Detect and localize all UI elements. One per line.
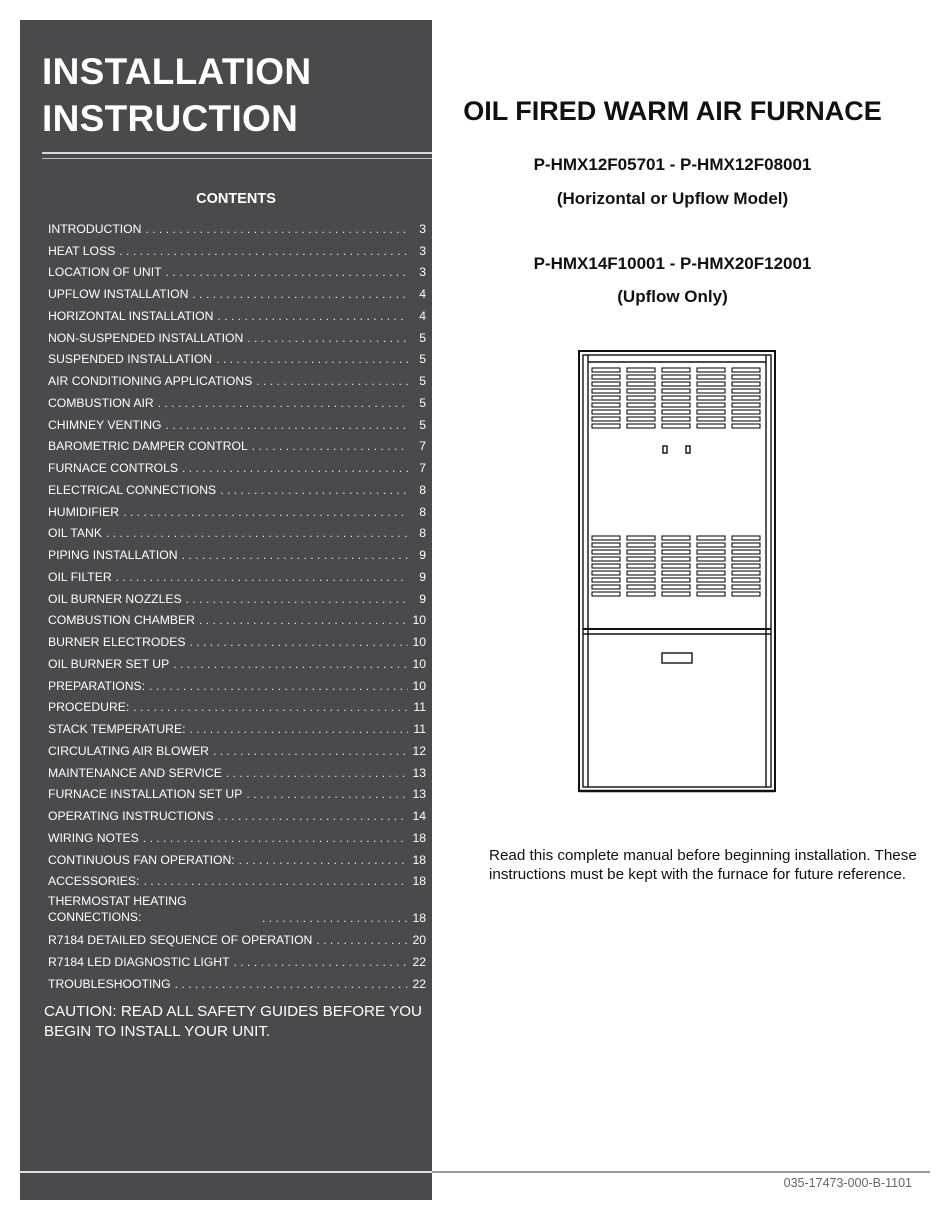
louver-slot	[732, 536, 760, 540]
louver-slot	[662, 389, 690, 393]
document-number: 035-17473-000-B-1101	[783, 1176, 912, 1190]
toc-entry	[48, 540, 426, 562]
toc-entry-page: 5	[419, 417, 426, 432]
toc-entry	[48, 497, 426, 519]
toc-leader-dots	[145, 222, 408, 236]
toc-entry-title: LOCATION OF UNIT	[48, 265, 162, 280]
toc-entry-title: CIRCULATING AIR BLOWER	[48, 743, 209, 758]
toc-entry-title: TROUBLESHOOTING	[48, 976, 171, 991]
toc-entry-page: 22	[412, 976, 426, 991]
toc-entry	[48, 758, 426, 780]
louver-slot	[627, 557, 655, 561]
toc-entry-title: R7184 DETAILED SEQUENCE OF OPERATION	[48, 933, 313, 947]
louver-slot	[592, 585, 620, 589]
toc-leader-dots	[216, 352, 408, 366]
louver-slot	[592, 592, 620, 596]
louver-slot	[592, 389, 620, 393]
toc-entry	[48, 410, 426, 432]
toc-entry-title: ELECTRICAL CONNECTIONS	[48, 482, 217, 497]
toc-entry-title: PIPING INSTALLATION	[48, 548, 178, 562]
toc-leader-dots	[143, 831, 408, 845]
toc-leader-dots	[149, 679, 408, 693]
louver-slot	[662, 564, 690, 568]
louver-slot	[592, 578, 620, 582]
toc-leader-dots	[106, 526, 408, 540]
toc-leader-dots	[234, 955, 408, 969]
louver-slot	[697, 403, 725, 407]
louver-slot	[592, 417, 620, 421]
louver-slot	[627, 578, 655, 582]
toc-leader-dots	[217, 309, 408, 323]
toc-entry-page: 10	[412, 678, 426, 693]
toc-entry	[48, 671, 426, 693]
toc-leader-dots	[256, 374, 408, 388]
toc-entry-page: 4	[419, 308, 426, 323]
louver-slot	[662, 536, 690, 540]
title-divider-thin	[42, 158, 432, 159]
louver-slot	[592, 410, 620, 414]
toc-leader-dots	[182, 548, 408, 562]
toc-leader-dots	[133, 700, 408, 714]
louver-slot	[662, 410, 690, 414]
louver-slot	[627, 424, 655, 428]
louver-slot	[662, 382, 690, 386]
louver-slot	[592, 571, 620, 575]
toc-entry-page: 9	[419, 548, 426, 562]
toc-leader-dots	[316, 933, 408, 947]
toc-leader-dots	[213, 744, 408, 758]
louver-slot	[662, 543, 690, 547]
toc-entry-page: 20	[412, 933, 426, 947]
toc-entry-title: FURNACE INSTALLATION SET UP	[48, 787, 243, 802]
toc-entry-title: PREPARATIONS:	[48, 678, 146, 693]
cover-title-line-2: INSTRUCTION	[42, 98, 299, 139]
toc-entry	[48, 236, 426, 258]
toc-entry	[48, 969, 426, 991]
toc-entry-page: 13	[412, 765, 426, 780]
toc-entry-page: 8	[419, 504, 426, 519]
toc-entry	[48, 432, 426, 454]
toc-leader-dots	[252, 439, 408, 453]
louver-slot	[627, 417, 655, 421]
louver-slot	[732, 375, 760, 379]
louver-slot	[592, 536, 620, 540]
louver-slot	[732, 403, 760, 407]
toc-entry	[48, 475, 426, 497]
louver-slot	[697, 536, 725, 540]
louver-slot	[627, 396, 655, 400]
toc-entry-title: OPERATING INSTRUCTIONS	[48, 809, 214, 823]
louver-slot	[732, 382, 760, 386]
toc-entry-page: 18	[412, 852, 426, 867]
louver-slot	[627, 389, 655, 393]
toc-entry-page: 9	[419, 569, 426, 584]
footer-rule-sidebar	[20, 1171, 432, 1173]
louver-slot	[732, 389, 760, 393]
toc-leader-dots	[158, 396, 408, 410]
toc-leader-dots	[173, 657, 408, 671]
louver-slot	[732, 396, 760, 400]
cover-sidebar	[20, 20, 432, 1200]
toc-entry	[48, 925, 426, 947]
read-manual-note: Read this complete manual before beginning installation. These instructions must be kept with the furnace for future reference.	[489, 847, 917, 883]
toc-entry-page: 5	[419, 330, 426, 345]
toc-entry-title: COMBUSTION AIR	[48, 395, 154, 410]
toc-entry-title: HEAT LOSS	[48, 243, 116, 258]
toc-entry-title: OIL BURNER NOZZLES	[48, 591, 182, 606]
louver-slot	[592, 368, 620, 372]
toc-entry	[48, 823, 426, 845]
louver-slot	[592, 424, 620, 428]
safety-caution: CAUTION: READ ALL SAFETY GUIDES BEFORE YOU BEGIN TO INSTALL YOUR UNIT.	[44, 1003, 422, 1040]
louver-slot	[697, 550, 725, 554]
louver-slot	[697, 578, 725, 582]
louver-slot	[732, 585, 760, 589]
louver-slot	[662, 571, 690, 575]
toc-entry	[48, 736, 426, 758]
louver-slot	[697, 410, 725, 414]
louver-slot	[697, 382, 725, 386]
louver-slot	[627, 375, 655, 379]
toc-leader-dots	[189, 635, 408, 649]
louver-slot	[662, 585, 690, 589]
louver-slot	[697, 592, 725, 596]
toc-entry-page: 5	[419, 374, 426, 388]
louver-slot	[592, 375, 620, 379]
toc-leader-dots	[189, 722, 408, 736]
louver-slot	[732, 424, 760, 428]
toc-entry	[48, 388, 426, 410]
louver-slot	[627, 543, 655, 547]
louver-slot	[697, 389, 725, 393]
toc-entry-title: OIL FILTER	[48, 569, 112, 584]
louver-slot	[697, 571, 725, 575]
louver-slot	[732, 550, 760, 554]
toc-entry	[48, 714, 426, 736]
furnace-illustration	[576, 348, 778, 795]
toc-leader-dots	[166, 418, 408, 432]
louver-slot	[627, 585, 655, 589]
toc-entry	[48, 366, 426, 388]
louver-slot	[697, 396, 725, 400]
toc-entry-title: BAROMETRIC DAMPER CONTROL	[48, 439, 248, 454]
toc-entry-page: 14	[412, 809, 426, 823]
louver-slot	[662, 424, 690, 428]
louver-slot	[627, 403, 655, 407]
toc-entry-title: BURNER ELECTRODES	[48, 635, 186, 649]
toc-leader-dots	[247, 331, 408, 345]
toc-entry-title: COMBUSTION CHAMBER	[48, 613, 195, 628]
toc-entry-page: 18	[412, 874, 426, 889]
toc-entry-title: PROCEDURE:	[48, 700, 130, 715]
toc-entry	[48, 345, 426, 367]
toc-entry-page: 10	[412, 656, 426, 671]
document-title: OIL FIRED WARM AIR FURNACE	[463, 96, 882, 126]
toc-entry-title: UPFLOW INSTALLATION	[48, 287, 189, 301]
toc-leader-dots	[239, 853, 408, 867]
toc-entry	[48, 258, 426, 280]
toc-leader-dots	[220, 483, 408, 497]
toc-entry-title: NON-SUSPENDED INSTALLATION	[48, 330, 244, 345]
toc-entry-page: 3	[419, 265, 426, 280]
cover-title	[42, 48, 311, 142]
toc-entry-page: 11	[413, 700, 426, 715]
toc-entry	[48, 780, 426, 802]
toc-leader-dots	[123, 505, 408, 519]
louver-slot	[732, 410, 760, 414]
toc-leader-dots	[192, 287, 408, 301]
toc-entry	[48, 453, 426, 475]
louver-slot	[732, 368, 760, 372]
louver-slot	[732, 543, 760, 547]
louver-slot	[592, 564, 620, 568]
toc-entry-page: 9	[419, 591, 426, 606]
louver-slot	[697, 585, 725, 589]
toc-entry	[48, 627, 426, 649]
louver-slot	[697, 564, 725, 568]
toc-entry	[48, 519, 426, 541]
toc-entry-page: 7	[419, 461, 426, 475]
toc-entry-page: 18	[412, 830, 426, 845]
toc-entry-title: FURNACE CONTROLS	[48, 461, 179, 475]
contents-heading: CONTENTS	[196, 191, 276, 207]
louver-slot	[592, 543, 620, 547]
toc-leader-dots	[246, 787, 408, 801]
toc-entry-title: STACK TEMPERATURE:	[48, 722, 186, 736]
louver-slot	[662, 403, 690, 407]
louver-slot	[662, 592, 690, 596]
toc-leader-dots	[175, 977, 408, 991]
toc-leader-dots	[226, 766, 408, 780]
toc-entry-title: AIR CONDITIONING APPLICATIONS	[48, 374, 253, 388]
model-range-1: P-HMX12F05701 - P-HMX12F08001	[533, 155, 812, 174]
toc-entry-page: 22	[412, 954, 426, 969]
toc-entry	[48, 947, 426, 969]
louver-slot	[627, 382, 655, 386]
toc-entry-page: 11	[413, 722, 426, 736]
louver-slot	[592, 550, 620, 554]
cover-title-line-1: INSTALLATION	[42, 51, 312, 92]
toc-entry-title: SUSPENDED INSTALLATION	[48, 352, 213, 367]
louver-slot	[732, 564, 760, 568]
toc-entry	[48, 606, 426, 628]
toc-entry	[48, 584, 426, 606]
louver-slot	[662, 417, 690, 421]
toc-entry-page: 8	[419, 526, 426, 541]
louver-slot	[697, 417, 725, 421]
toc-entry-title: OIL TANK	[48, 526, 102, 541]
toc-entry	[48, 845, 426, 867]
louver-slot	[732, 578, 760, 582]
toc-entry-title: THERMOSTAT HEATING CONNECTIONS:	[48, 894, 187, 925]
louver-slot	[662, 396, 690, 400]
toc-entry-title: CONTINUOUS FAN OPERATION:	[48, 852, 235, 867]
toc-entry	[48, 214, 426, 236]
louver-slot	[592, 403, 620, 407]
title-divider	[42, 152, 432, 154]
toc-entry-page: 10	[412, 635, 426, 649]
model-range-2: P-HMX14F10001 - P-HMX20F12001	[533, 254, 812, 273]
toc-leader-dots	[186, 592, 408, 606]
model-range-2-note: (Upflow Only)	[617, 287, 728, 306]
louver-slot	[627, 564, 655, 568]
louver-slot	[627, 592, 655, 596]
toc-entry-page: 12	[412, 743, 426, 758]
toc-entry	[48, 801, 426, 823]
louver-slot	[732, 417, 760, 421]
table-of-contents	[48, 214, 426, 991]
louver-slot	[697, 543, 725, 547]
louver-slot	[662, 368, 690, 372]
louver-slot	[662, 375, 690, 379]
toc-entry-title: HORIZONTAL INSTALLATION	[48, 308, 214, 323]
toc-entry	[48, 323, 426, 345]
toc-entry-title: INTRODUCTION	[48, 221, 142, 236]
toc-leader-dots	[119, 244, 408, 258]
louver-slot	[627, 571, 655, 575]
model-range-1-note: (Horizontal or Upflow Model)	[556, 189, 789, 208]
toc-leader-dots	[199, 613, 408, 627]
toc-entry-page: 3	[419, 243, 426, 258]
toc-entry	[48, 279, 426, 301]
louver-slot	[732, 557, 760, 561]
toc-leader-dots	[262, 911, 408, 925]
toc-leader-dots	[218, 809, 408, 823]
louver-slot	[697, 557, 725, 561]
louver-slot	[732, 592, 760, 596]
louver-slot	[732, 571, 760, 575]
toc-entry	[48, 693, 426, 715]
toc-entry-title: WIRING NOTES	[48, 830, 139, 845]
toc-entry-title: MAINTENANCE AND SERVICE	[48, 765, 222, 780]
louver-slot	[627, 410, 655, 414]
toc-entry	[48, 301, 426, 323]
louver-slot	[627, 368, 655, 372]
toc-entry	[48, 562, 426, 584]
toc-entry-title: ACCESSORIES:	[48, 874, 140, 889]
toc-leader-dots	[182, 461, 408, 475]
toc-entry-page: 13	[412, 787, 426, 802]
louver-slot	[627, 536, 655, 540]
louver-slot	[662, 578, 690, 582]
louver-slot	[592, 382, 620, 386]
toc-entry-title: CHIMNEY VENTING	[48, 417, 162, 432]
toc-entry-title: HUMIDIFIER	[48, 504, 120, 519]
toc-entry-title: R7184 LED DIAGNOSTIC LIGHT	[48, 954, 230, 969]
toc-entry-page: 3	[419, 221, 426, 236]
toc-entry	[48, 867, 426, 889]
toc-entry-title: OIL BURNER SET UP	[48, 656, 170, 671]
toc-leader-dots	[116, 570, 408, 584]
louver-slot	[662, 557, 690, 561]
toc-entry-page: 4	[419, 287, 426, 301]
louver-slot	[697, 424, 725, 428]
louver-slot	[592, 396, 620, 400]
toc-entry	[48, 649, 426, 671]
toc-entry-page: 7	[419, 439, 426, 454]
toc-leader-dots	[166, 265, 408, 279]
louver-slot	[662, 550, 690, 554]
toc-leader-dots	[143, 874, 408, 888]
toc-entry-page: 5	[419, 395, 426, 410]
toc-entry-page: 18	[412, 911, 426, 926]
louver-slot	[592, 557, 620, 561]
toc-entry-page: 10	[412, 613, 426, 628]
toc-entry	[48, 888, 426, 925]
toc-entry-page: 5	[419, 352, 426, 367]
louver-slot	[627, 550, 655, 554]
louver-slot	[697, 368, 725, 372]
louver-slot	[697, 375, 725, 379]
toc-entry-page: 8	[419, 482, 426, 497]
